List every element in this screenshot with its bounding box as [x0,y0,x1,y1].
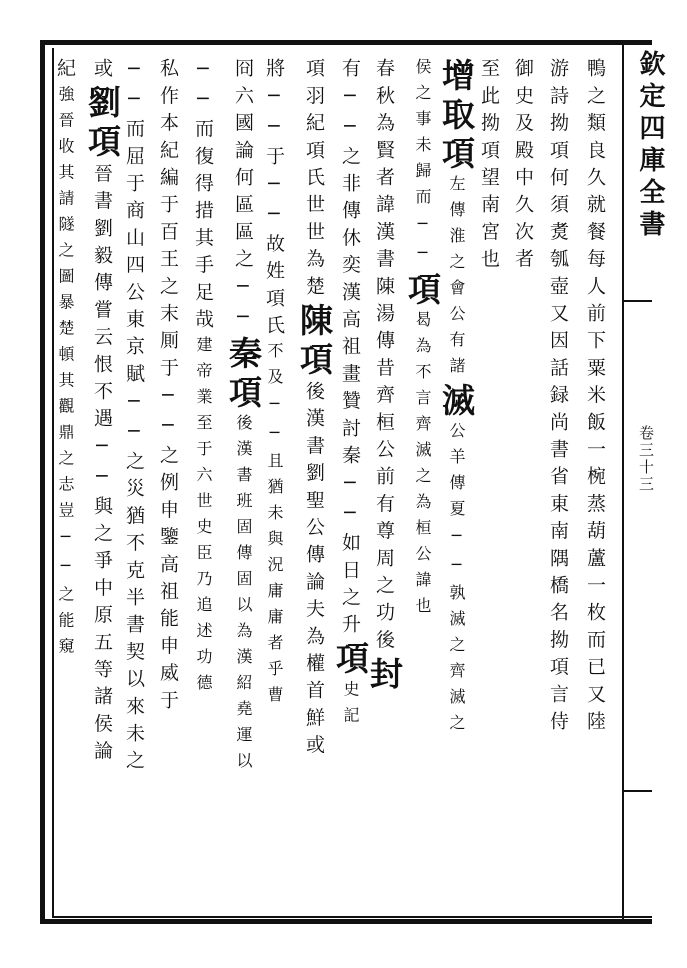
text-column [55,58,74,663]
annotation-text: 史記 [341,680,360,733]
text-column [83,58,122,768]
body-text: 將──于──故姓項氏 [263,58,285,342]
text-column [124,58,143,777]
body-text: 晉書劉毅傳嘗云恨不遇──與之爭中原五等諸侯論 [91,163,113,768]
volume-label: 卷三十三 [637,425,655,493]
headword: 滅 [437,383,476,422]
margin-divider-bottom [622,790,652,792]
book-title: 欽定四庫全書 [635,50,665,242]
body-text: 或 [91,58,113,86]
text-column [548,58,567,738]
body-text: 有──之非傳休奕漢高祖畫贊討秦──如日之升 [339,58,361,642]
body-text: 鴨之類良久就餐每人前下粟米飯一椀蒸葫蘆一枚而已又陸 [584,58,606,738]
margin-divider-top [622,300,652,302]
text-column [513,58,532,276]
text-column [193,58,212,700]
headword: 秦項 [224,336,263,414]
headword: 陳項 [295,302,334,381]
annotation-text: 不及──且猶未與況庸庸者乎曹 [265,342,284,712]
annotation-text: 侯之事未歸而── [413,58,432,272]
annotation-text: 建帝業至于六世史臣乃追述功德 [194,336,213,700]
headword: 項 [331,641,370,681]
text-column [585,58,604,738]
body-text: 至此拗項望南宮也 [478,58,500,276]
text-column [403,58,442,623]
body-text: 私作本紀編于百王之末厠于──之例申鑒高祖能申威于 [157,58,179,717]
text-column [158,58,177,717]
text-column [479,58,498,276]
body-text: 御史及殿中久次者 [512,58,534,276]
body-text: 冏六國論何區區之── [232,58,254,336]
body-text: 春秋為賢者諱漢書陳湯傳昔齊桓公前有尊周之功後 [373,58,395,657]
annotation-text: 左傳淮之會公有諸 [447,175,466,383]
headword: 劉項 [83,85,122,164]
body-text: 游詩拗項何須煑瓠壺又因話録尚書省東南隅橋名拗項言侍 [547,58,569,738]
body-text: ──而屈于商山四公東京賦──之災猶不克半書契以來未之 [123,58,145,778]
annotation-text: 強晉收其請隧之圖暴楚頓其觀鼎之志豈──之能窺 [56,85,75,664]
headword: 封 [365,656,404,696]
body-text: 紀 [54,58,76,86]
annotation-text: 公羊傳夏──孰滅之齊滅之 [447,422,466,740]
headword: 項 [403,272,442,311]
body-text: ──而復得措其手足哉 [192,58,214,336]
text-column [331,58,370,733]
annotation-text: 後漢書班固傳固以為漢紹堯運以 [234,414,253,778]
text-column [437,58,476,740]
annotation-text: 曷為不言齊滅之為桓公諱也 [413,311,432,623]
headword: 增 [437,58,476,97]
body-text: 項羽紀項氏世世為楚 [303,58,325,303]
text-column [365,58,404,696]
headword: 取項 [437,97,476,175]
text-column [264,58,283,712]
body-text: 後漢書劉聖公傳論夫為權首鮮或 [303,380,325,762]
